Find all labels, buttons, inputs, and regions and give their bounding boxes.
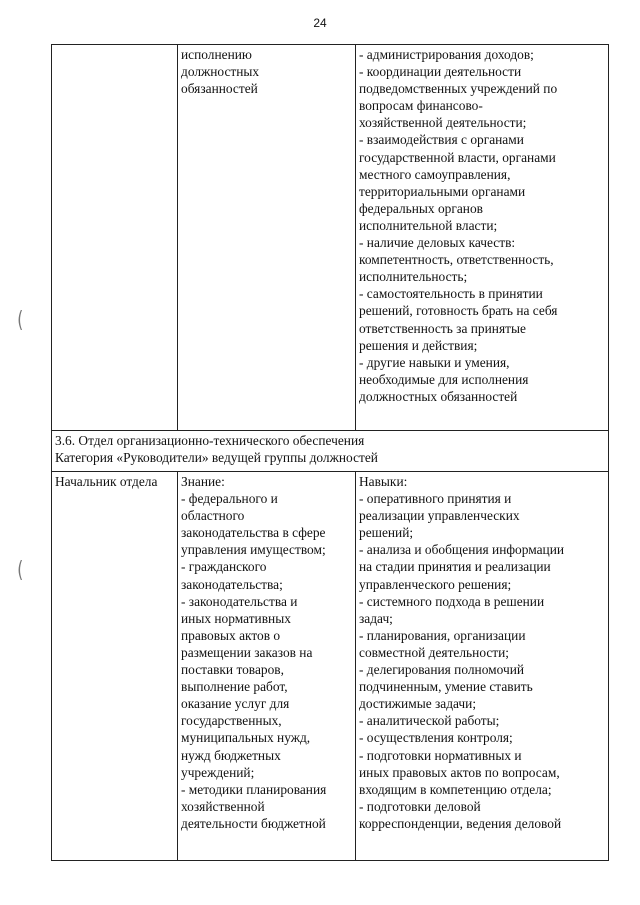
text-line: ответственность за принятые [359,320,526,336]
text-line: - системного подхода в решении [359,593,545,609]
text-line: хозяйственной деятельности; [359,115,527,131]
text-line: федеральных органов [359,200,483,216]
text-line: выполнение работ, [181,679,288,695]
text-line: оказание услуг для [181,696,290,712]
text-line: - гражданского [181,559,267,575]
table-row [52,45,609,431]
text-line: - координации деятельности [359,64,522,80]
cell-text [181,46,352,97]
text-line: входящим в компетенцию отдела; [359,781,552,797]
cell-text [359,473,605,832]
text-line: деятельности бюджетной [181,815,326,831]
text-line: учреждений; [181,764,255,780]
text-line: необходимые для исполнения [359,371,529,387]
text-line: корреспонденции, ведения деловой [359,815,562,831]
text-line: государственных, [181,713,282,729]
text-line: - осуществления контроля; [359,730,513,746]
text-line: местного самоуправления, [359,166,511,182]
text-line: обязанностей [181,81,258,97]
cell-text [359,46,605,405]
text-line: задач; [359,610,393,626]
text-line: правовых актов о [181,627,281,643]
knowledge-cell [178,472,356,861]
section-header-row [52,431,609,472]
text-line: Знание: [181,474,225,489]
text-line: - оперативного принятия и [359,491,512,507]
position-title: Начальник отдела [55,474,158,489]
table-cell-empty [52,45,178,431]
text-line: - самостоятельность в принятии [359,286,543,302]
section-title: 3.6. Отдел организационно-технического обеспечения [55,433,365,448]
table-row [52,472,609,861]
text-line: нужд бюджетных [181,747,281,763]
text-line: государственной власти, органами [359,149,556,165]
text-line: - планирования, организации [359,627,526,643]
text-line: - другие навыки и умения, [359,354,510,370]
text-line: решений, готовность брать на себя [359,303,558,319]
text-line: подчиненным, умение ставить [359,679,533,695]
text-line: исполнительной власти; [359,217,498,233]
text-line: реализации управленческих [359,508,520,524]
page-number: 24 [313,16,327,30]
text-line: - анализа и обобщения информации [359,542,565,558]
text-line: Навыки: [359,474,408,489]
text-line: территориальными органами [359,183,526,199]
hole-punch-mark-icon: ( [17,558,24,583]
text-line: исполнению [181,47,252,62]
text-line: должностных обязанностей [359,388,518,404]
text-line: вопросам финансово- [359,98,483,114]
text-line: - аналитической работы; [359,713,500,729]
text-line: - администрирования доходов; [359,47,534,62]
text-line: управленческого решения; [359,576,512,592]
section-category: Категория «Руководители» ведущей группы должностей [55,450,378,466]
text-line: компетентность, ответственность, [359,252,554,268]
text-line: поставки товаров, [181,662,284,678]
text-line: исполнительность; [359,269,468,285]
text-line: на стадии принятия и реализации [359,559,551,575]
position-cell [52,472,178,861]
text-line: достижимые задачи; [359,696,477,712]
hole-punch-mark-icon: ( [17,308,24,333]
text-line: - законодательства и [181,593,298,609]
text-line: - делегирования полномочий [359,662,525,678]
text-line: - методики планирования [181,781,327,797]
text-line: управления имуществом; [181,542,326,558]
text-line: - взаимодействия с органами [359,132,524,148]
table-cell-continuation [178,45,356,431]
text-line: совместной деятельности; [359,644,510,660]
text-line: решений; [359,525,414,541]
text-line: муниципальных нужд, [181,730,311,746]
section-header-cell [52,431,609,472]
text-line: законодательства; [181,576,283,592]
text-line: - подготовки нормативных и [359,747,522,763]
cell-text [181,473,352,832]
text-line: иных правовых актов по вопросам, [359,764,560,780]
skills-cell [356,472,609,861]
text-line: должностных [181,64,260,80]
table-cell-skills-continuation [356,45,609,431]
text-line: областного [181,508,245,524]
text-line: иных нормативных [181,610,291,626]
text-line: размещении заказов на [181,644,313,660]
text-line: подведомственных учреждений по [359,81,558,97]
text-line: законодательства в сфере [181,525,326,541]
text-line: - наличие деловых качеств: [359,235,516,251]
text-line: - подготовки деловой [359,798,481,814]
text-line: решения и действия; [359,337,478,353]
qualification-table [51,44,609,861]
text-line: хозяйственной [181,798,265,814]
text-line: - федерального и [181,491,278,507]
